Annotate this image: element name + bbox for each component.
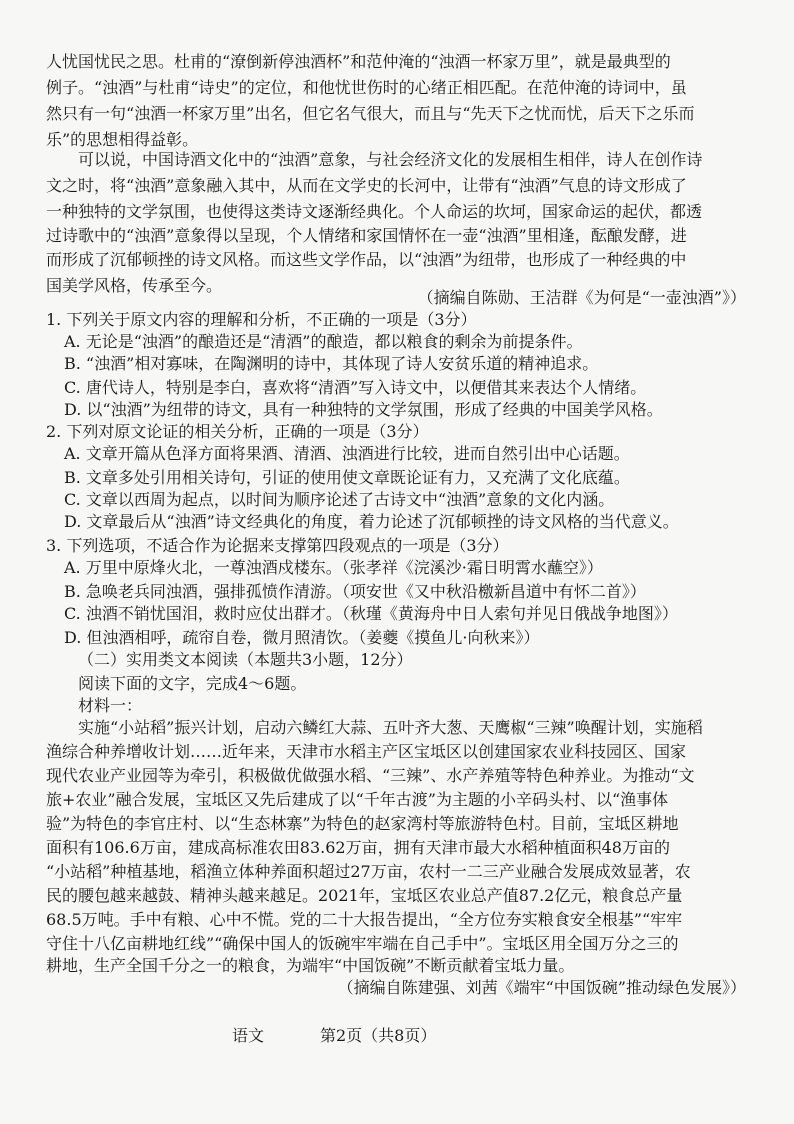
option-b: B. 文章多处引用相关诗句，引证的使用使文章既论证有力，又充满了文化底蕴。 <box>64 468 630 487</box>
material-label: 材料一： <box>78 696 143 715</box>
passage-line: 一种独特的文学氛围，也使得这类诗文逐渐经典化。个人命运的坎坷，国家命运的起伏，都透 <box>46 202 703 221</box>
page-footer <box>0 1024 794 1048</box>
option-d: D. 文章最后从“浊酒”诗文经典化的角度，着力论述了沉郁顿挫的诗文风格的当代意义。 <box>64 512 679 531</box>
material-line: 实施“小站稻”振兴计划，启动六鳞红大蒜、五叶齐大葱、天鹰椒“三辣”唤醒计划，实施稻 <box>78 718 703 737</box>
option-d: D. 以“浊酒”为纽带的诗文，具有一种独特的文学氛围，形成了经典的中国美学风格。 <box>64 400 663 419</box>
option-b: B. “浊酒”相对寡味，在陶渊明的诗中，其体现了诗人安贫乐道的精神追求。 <box>64 354 599 373</box>
material-line: 面积有106.6万亩，建成高标准农田83.62万亩，拥有天津市最大水稻种植面积48万亩的 <box>46 838 670 857</box>
passage-line: 人忧国忧民之思。杜甫的“潦倒新停浊酒杯”和范仲淹的“浊酒一杯家万里”，就是最典型的 <box>46 52 671 71</box>
material-line: 渔综合种养增收计划……近年来，天津市水稻主产区宝坻区以创建国家农业科技园区、国家 <box>46 742 687 761</box>
footer-page-number: 第2页（共8页） <box>320 1026 437 1045</box>
material-line: 现代农业产业园等为牵引，积极做优做强水稻、“三辣”、水产养殖等特色种养业。为推动“文 <box>46 766 695 785</box>
question-stem: 1. 下列关于原文内容的理解和分析，不正确的一项是（3分） <box>46 310 477 329</box>
option-d: D. 但浊酒相呼，疏帘自卷，微月照清饮。（姜夔《摸鱼儿·向秋来》） <box>64 628 540 647</box>
question-stem: 3. 下列选项，不适合作为论据来支撑第四段观点的一项是（3分） <box>46 536 509 555</box>
option-c: C. 唐代诗人，特别是李白，喜欢将“清酒”写入诗文中，以便借其来表达个人情绪。 <box>64 378 647 397</box>
passage-line: 乐”的思想相得益彰。 <box>46 130 199 149</box>
option-a: A. 万里中原烽火北，一尊浊酒戍楼东。（张孝祥《浣溪沙·霜日明霄水蘸空》） <box>64 558 603 577</box>
passage-line: 例子。“浊酒”与杜甫“诗史”的定位，和他忧世伤时的心绪正相匹配。在范仲淹的诗词中，虽 <box>46 78 687 97</box>
section-instruction: 阅读下面的文字，完成4～6题。 <box>78 674 307 693</box>
passage-line: 可以说，中国诗酒文化中的“浊酒”意象，与社会经济文化的发展相生相伴，诗人在创作诗 <box>78 150 703 169</box>
option-c: C. 浊酒不销忧国泪，救时应仗出群才。（秋瑾《黄海舟中日人索句并见日俄战争地图》） <box>64 604 678 623</box>
question-stem: 2. 下列对原文论证的相关分析，正确的一项是（3分） <box>46 422 429 441</box>
material-line: 民的腰包越来越鼓、精神头越来越足。2021年，宝坻区农业总产值87.2亿元，粮食总产量 <box>46 886 683 905</box>
material-line: 68.5万吨。手中有粮、心中不慌。党的二十大报告提出，“全方位夯实粮食安全根基”“牢牢 <box>46 910 683 929</box>
footer-subject: 语文 <box>232 1026 265 1045</box>
material-line: 旅+农业”融合发展，宝坻区又先后建成了以“千年古渡”为主题的小辛码头村、以“渔事体 <box>46 790 669 809</box>
material-line: 耕地，生产全国千分之一的粮食，为端牢“中国饭碗”不断贡献着宝坻力量。 <box>46 956 575 975</box>
passage-line: 国美学风格，传承至今。 <box>46 276 223 295</box>
passage-line: 文之时，将“浊酒”意象融入其中，从而在文学史的长河中，让带有“浊酒”气息的诗文形成了 <box>46 176 687 195</box>
material-line: 验”为特色的李官庄村、以“生态林寨”为特色的赵家湾村等旅游特色村。目前，宝坻区耕地 <box>46 814 679 833</box>
material-source: （摘编自陈建强、刘茜《端牢“中国饭碗”推动绿色发展》） <box>337 978 746 997</box>
option-a: A. 无论是“浊酒”的酿造还是“清酒”的酿造，都以粮食的剩余为前提条件。 <box>64 332 583 351</box>
material-line: “小站稻”种植基地，稻渔立体种养面积超过27万亩，农村一二三产业融合发展成效显著，农 <box>46 862 691 881</box>
option-b: B. 急唤老兵同浊酒，强排孤愤作清游。（项安世《又中秋沿檄新昌道中有怀二首》） <box>64 582 646 601</box>
section-heading: （二）实用类文本阅读（本题共3小题，12分） <box>78 650 413 669</box>
material-line: 守住十八亿亩耕地红线”“确保中国人的饭碗牢牢端在自己手中”。宝坻区用全国万分之三的 <box>46 934 679 953</box>
option-c: C. 文章以西周为起点，以时间为顺序论述了古诗文中“浊酒”意象的文化内涵。 <box>64 490 615 509</box>
passage-line: 过诗歌中的“浊酒”意象得以呈现，个人情绪和家国情怀在一壶“浊酒”里相逢，酝酿发酵，进 <box>46 226 687 245</box>
passage-line: 然只有一句“浊酒一杯家万里”出名，但它名气很大，而且与“先天下之忧而忧，后天下之乐而 <box>46 104 695 123</box>
passage-source: （摘编自陈勋、王洁群《为何是“一壶浊酒”》） <box>417 288 746 307</box>
passage-line: 而形成了沉郁顿挫的诗文风格。而这些文学作品，以“浊酒”为纽带，也形成了一种经典的中 <box>46 250 687 269</box>
option-a: A. 文章开篇从色泽方面将果酒、清酒、浊酒进行比较，进而自然引出中心话题。 <box>64 444 630 463</box>
